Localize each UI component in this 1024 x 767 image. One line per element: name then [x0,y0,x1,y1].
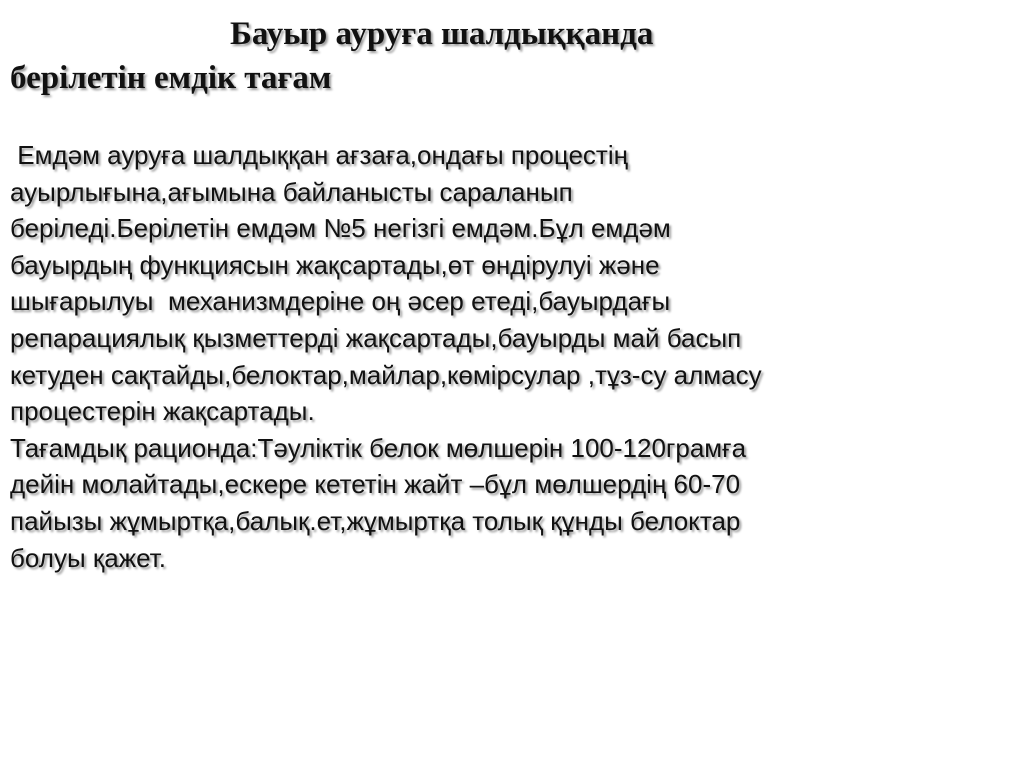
body-line-11: пайызы жұмыртқа,балық.ет,жұмыртқа толық құнды белоктар [10,505,741,536]
body-line-9: Тағамдық рационда:Тәуліктік белок мөлшерін 100-120грамға [10,432,747,463]
body-line-6: репарациялық қызметтерді жақсартады,бауырды май басып [10,322,742,353]
body-line-12: болуы қажет. [10,542,166,573]
body-line-4: бауырдың функциясын жақсартады,өт өндірулуі және [10,249,660,280]
title-line-2: берілетін емдік тағам [10,60,332,96]
title-line-1: Бауыр ауруға шалдыққанда [230,16,654,52]
body-line-3: беріледі.Берілетін емдәм №5 негізгі емдәм.Бұл емдәм [10,213,671,244]
body-line-5: шығарылуы механизмдеріне оң әсер етеді,бауырдағы [10,286,671,317]
slide-title [10,12,990,100]
body-line-8: процестерін жақсартады. [10,396,315,427]
body-line-2: ауырлығына,ағымына байланысты сараланып [10,176,573,207]
body-line-10: дейін молайтады,ескере кететін жайт –бұл мөлшердің 60-70 [10,469,741,500]
body-line-7: кетуден сақтайды,белоктар,майлар,көмірсулар ,тұз-су алмасу [10,359,762,390]
slide-body-text [10,137,1010,576]
body-line-1: Емдәм ауруға шалдыққан ағзаға,ондағы процестің [10,140,628,170]
